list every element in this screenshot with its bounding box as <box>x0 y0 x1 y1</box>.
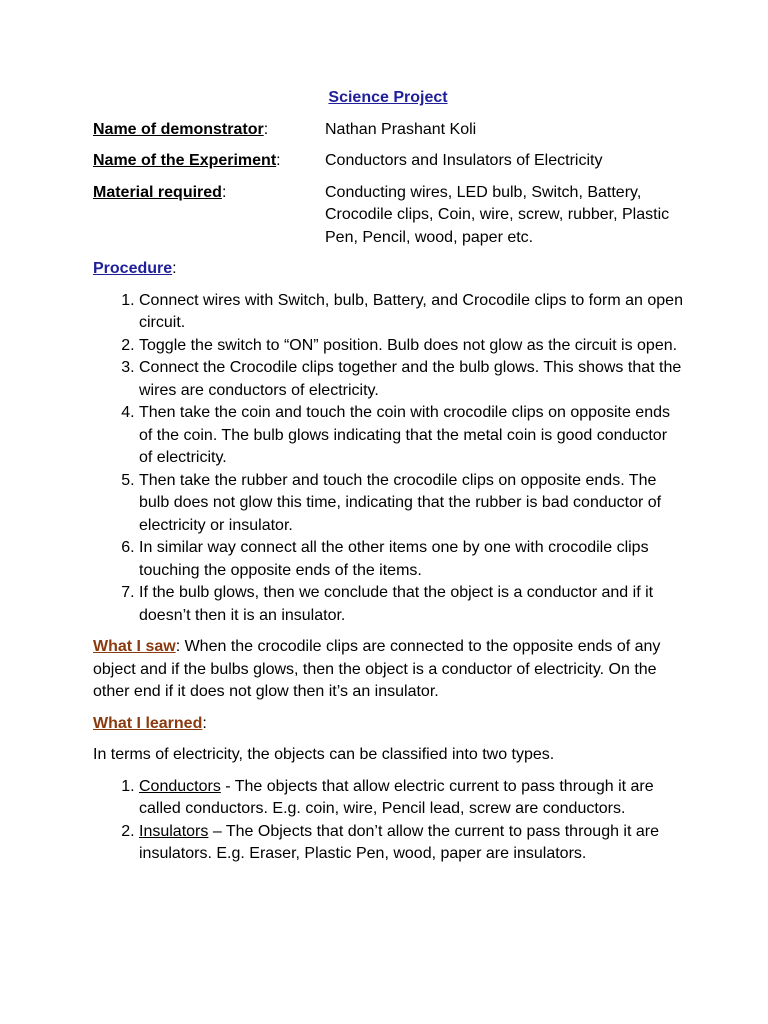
list-item: 1. Connect wires with Switch, bulb, Battery, and Crocodile clips to form an open circuit. <box>139 290 683 335</box>
list-item: 3. Connect the Crocodile clips together and the bulb glows. This shows that the wires are conductors of electricity. <box>139 357 683 402</box>
info-value: Conducting wires, LED bulb, Switch, Battery, Crocodile clips, Coin, wire, screw, rubber, Plastic Pen, Pencil, wood, paper etc. <box>325 183 670 246</box>
info-row-demonstrator: Name of demonstrator: Nathan Prashant Koli <box>93 119 683 142</box>
document-title: Science Project <box>328 89 448 106</box>
list-item: 2. Toggle the switch to “ON” position. Bulb does not glow as the circuit is open. <box>139 335 683 358</box>
what-i-saw-text: When the crocodile clips are connected to the opposite ends of any object and if the bulbs glows, then the object is a conductor of electricity. On the other end if it does not glow then it’s an insulator. <box>93 638 661 700</box>
list-item <box>139 776 683 821</box>
list-item: 4. Then take the coin and touch the coin with crocodile clips on opposite ends of the coin. The bulb glows indicating that the metal coin is good conductor of electricity. <box>139 402 683 470</box>
list-item: 7. If the bulb glows, then we conclude that the object is a conductor and if it doesn’t then it is an insulator. <box>139 582 683 627</box>
what-i-saw-paragraph: What I saw: When the crocodile clips are connected to the opposite ends of any object and if the bulbs glows, then the object is a conductor of electricity. On the other end if it does not glow then it’s an insulator. <box>93 638 661 700</box>
learned-intro: In terms of electricity, the objects can be classified into two types. <box>93 746 555 763</box>
info-label: Name of the Experiment <box>93 152 277 169</box>
info-label: Name of demonstrator <box>93 120 264 138</box>
type-term: Insulators <box>139 822 209 840</box>
procedure-heading: Procedure: <box>93 260 177 277</box>
procedure-list <box>93 290 683 628</box>
list-item: 6. In similar way connect all the other items one by one with crocodile clips touching the opposite ends of the items. <box>139 537 683 582</box>
info-row-materials: Material required: Conducting wires, LED bulb, Switch, Battery, Crocodile clips, Coin, wire, screw, rubber, Plastic Pen, Pencil, wood, paper etc. <box>93 182 683 250</box>
type-text: – The Objects that don’t allow the current to pass through it are insulators. E.g. Eraser, Plastic Pen, wood, paper are insulators. <box>139 822 659 862</box>
types-list <box>93 776 683 866</box>
document-body <box>93 87 683 875</box>
list-item: 5. Then take the rubber and touch the crocodile clips on opposite ends. The bulb does not glow this time, indicating that the rubber is bad conductor of electricity or insulator. <box>139 470 683 538</box>
what-i-learned-heading: What I learned: <box>93 714 207 732</box>
info-row-experiment: Name of the Experiment: Conductors and Insulators of Electricity <box>93 150 683 173</box>
type-term: Conductors <box>139 777 221 795</box>
what-i-saw-heading: What I saw <box>93 638 176 655</box>
info-value: Nathan Prashant Koli <box>325 120 477 138</box>
info-label: Material required <box>93 183 222 201</box>
list-item <box>139 821 683 866</box>
info-value: Conductors and Insulators of Electricity <box>325 152 603 169</box>
type-text: - The objects that allow electric current to pass through it are called conductors. E.g. coin, wire, Pencil lead, screw are conductors. <box>139 777 654 817</box>
